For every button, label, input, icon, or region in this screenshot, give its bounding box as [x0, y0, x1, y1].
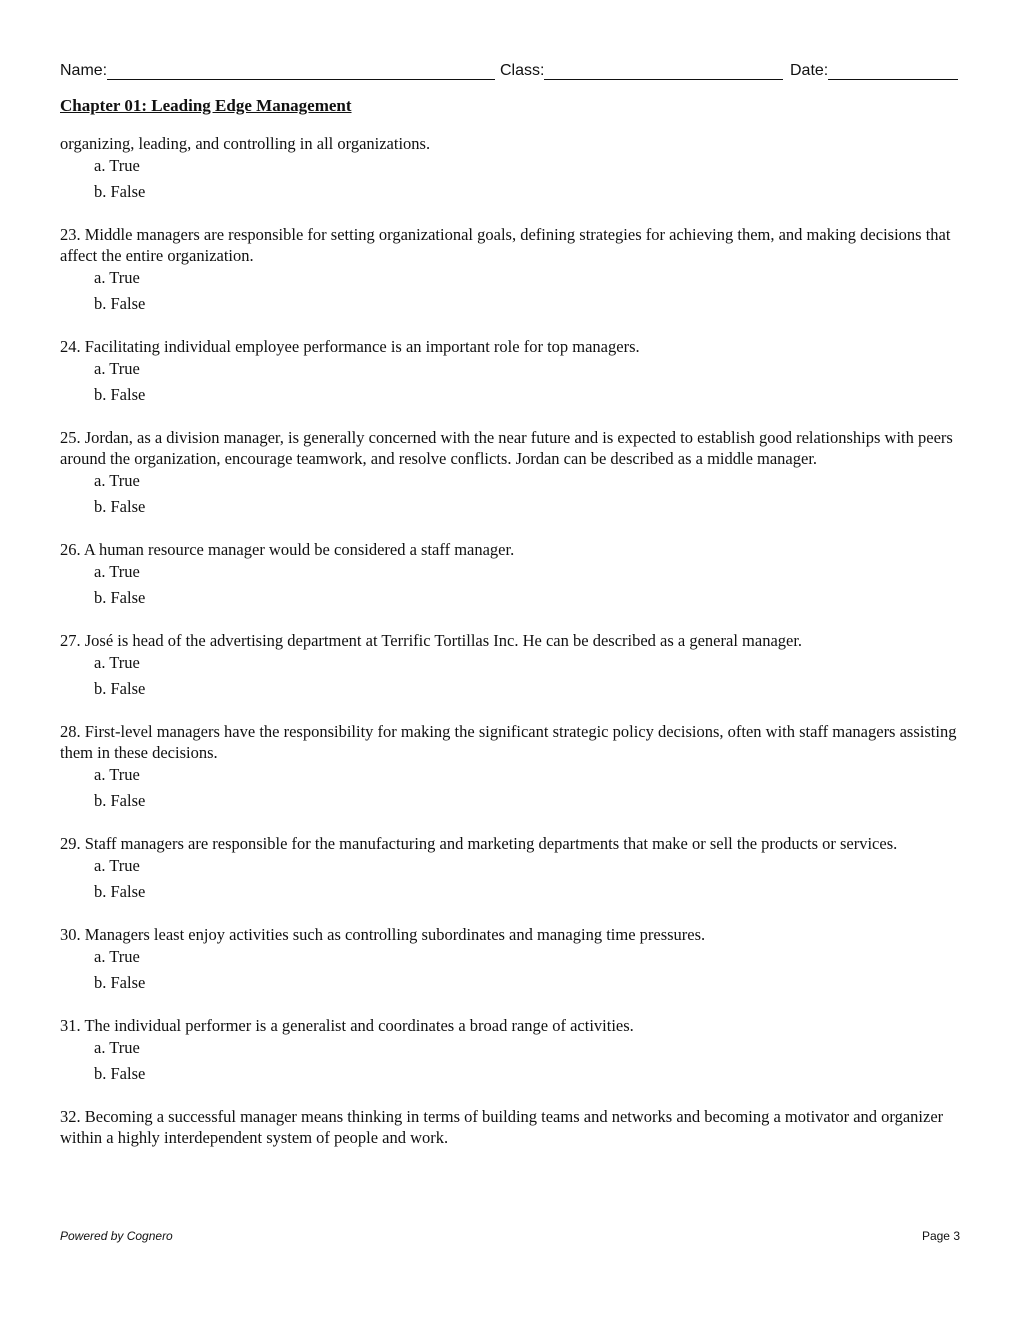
- question-text: 23. Middle managers are responsible for setting organizational goals, defining strategies for achieving them, and making decisions that affect the entire organization.: [60, 225, 951, 265]
- option-false[interactable]: b. False: [94, 882, 146, 901]
- option-false[interactable]: b. False: [94, 1064, 146, 1083]
- class-line[interactable]: [544, 59, 783, 80]
- option-true[interactable]: a. True: [94, 765, 140, 784]
- date-line[interactable]: [828, 59, 958, 80]
- page-header: [60, 58, 960, 80]
- date-field: [790, 58, 958, 80]
- option-false[interactable]: b. False: [94, 791, 146, 810]
- question-text: 28. First-level managers have the responsibility for making the significant strategic policy decisions, often with staff managers assisting them in these decisions.: [60, 722, 957, 762]
- question-text: 32. Becoming a successful manager means thinking in terms of building teams and networks and becoming a motivator and organizer within a highly interdependent system of people and work.: [60, 1107, 944, 1147]
- option-false[interactable]: b. False: [94, 182, 146, 201]
- question-item: [60, 1015, 960, 1086]
- name-field: [60, 58, 495, 80]
- footer-page-number: Page 3: [921, 1229, 960, 1243]
- option-false[interactable]: b. False: [94, 588, 146, 607]
- question-item: [60, 630, 960, 701]
- question-item: [60, 924, 960, 995]
- option-true[interactable]: a. True: [94, 268, 140, 287]
- question-item: [60, 721, 960, 813]
- option-false[interactable]: b. False: [94, 385, 146, 404]
- option-false[interactable]: b. False: [94, 679, 146, 698]
- question-text: 31. The individual performer is a generalist and coordinates a broad range of activities.: [60, 1016, 634, 1035]
- name-line[interactable]: [107, 59, 495, 80]
- footer-powered-by: Powered by Cognero: [60, 1229, 173, 1243]
- chapter-title: Chapter 01: Leading Edge Management: [60, 96, 352, 115]
- option-true[interactable]: a. True: [94, 156, 140, 175]
- option-true[interactable]: a. True: [94, 562, 140, 581]
- question-text: 30. Managers least enjoy activities such as controlling subordinates and managing time pressures.: [60, 925, 706, 944]
- question-text: 27. José is head of the advertising department at Terrific Tortillas Inc. He can be described as a general manager.: [60, 631, 803, 650]
- question-item: [60, 539, 960, 610]
- option-true[interactable]: a. True: [94, 947, 140, 966]
- option-true[interactable]: a. True: [94, 359, 140, 378]
- question-text: 29. Staff managers are responsible for the manufacturing and marketing departments that make or sell the products or services.: [60, 834, 898, 853]
- question-text: organizing, leading, and controlling in all organizations.: [60, 134, 431, 153]
- question-item: [60, 133, 960, 204]
- page-footer: [60, 1229, 960, 1245]
- option-true[interactable]: a. True: [94, 471, 140, 490]
- option-true[interactable]: a. True: [94, 1038, 140, 1057]
- question-text: 25. Jordan, as a division manager, is generally concerned with the near future and is expected to establish good relationships with peers around the organization, encourage teamwork, and resolve conflicts. Jordan can be described as a middle manager.: [60, 428, 953, 468]
- question-item: [60, 224, 960, 316]
- question-item: [60, 336, 960, 407]
- option-false[interactable]: b. False: [94, 497, 146, 516]
- class-label: Class:: [500, 62, 545, 79]
- question-text: 26. A human resource manager would be considered a staff manager.: [60, 540, 515, 559]
- question-text: 24. Facilitating individual employee performance is an important role for top managers.: [60, 337, 640, 356]
- option-false[interactable]: b. False: [94, 294, 146, 313]
- question-item: [60, 1106, 960, 1148]
- class-field: [500, 58, 783, 80]
- name-label: Name:: [60, 62, 108, 79]
- question-item: [60, 427, 960, 519]
- option-true[interactable]: a. True: [94, 653, 140, 672]
- question-item: [60, 833, 960, 904]
- question-list: [60, 133, 960, 1148]
- date-label: Date:: [790, 62, 829, 79]
- option-true[interactable]: a. True: [94, 856, 140, 875]
- option-false[interactable]: b. False: [94, 973, 146, 992]
